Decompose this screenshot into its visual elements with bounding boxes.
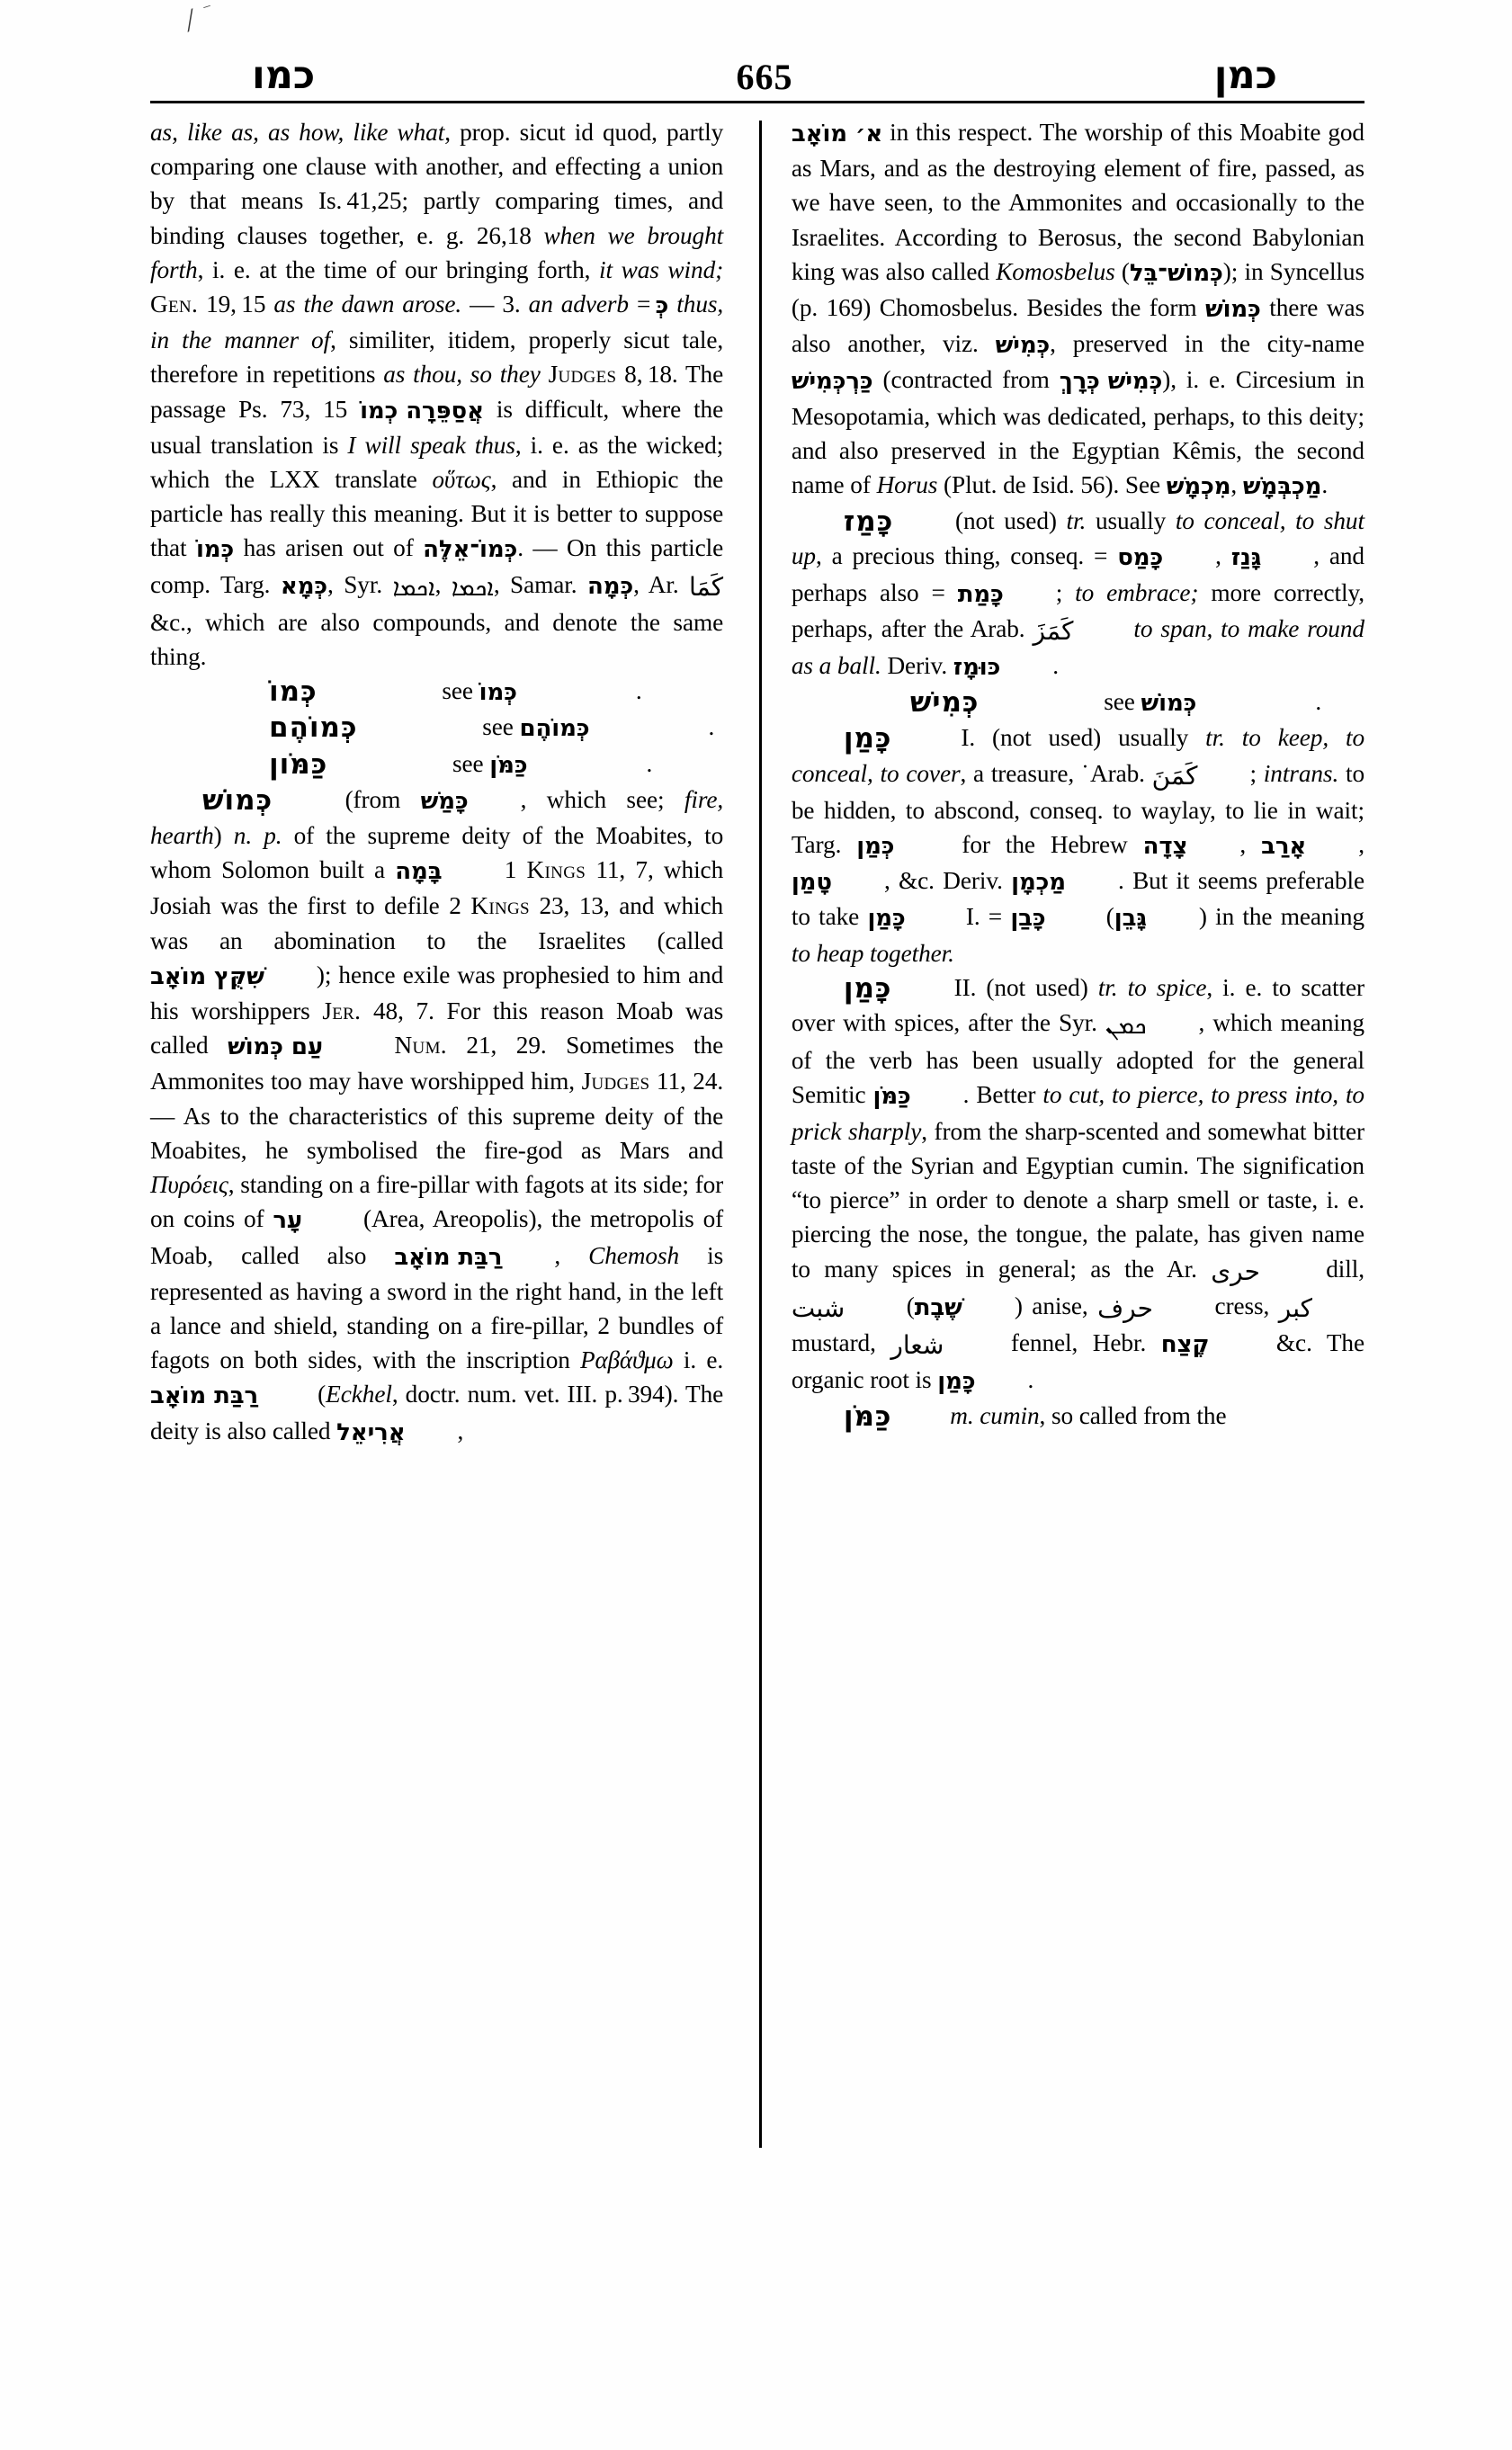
running-head-right-hebrew: כמן <box>1213 53 1277 98</box>
dictionary-entry: כָּמַן II. (not used) tr. to spice, i. e. to scatter over with spices, after the Syr. ܟܡܢ , which meaning of the verb has been usually adopted for the general Semitic כַּמֹּן . Better to cut, to pierce, to press into, to prick sharply, from the sharp-scented and somewhat bitter taste of the Syrian and Egyptian cumin. The signification “to pierce” in order to denote a sharp smell or taste, i. e. piercing the nose, the tongue, the palate, has given name to many spices in general; as the Ar. حرى dill, شبت (שֶׁבֶת ) anise, حرف cress, كبر mustard, شعار fennel, Hebr. קֶצַח &c. The organic root is כָּמַן . <box>791 971 1364 1396</box>
two-column-body <box>150 115 1364 2400</box>
dictionary-entry: כַּמֹּן m. cumin, so called from the <box>843 1400 1227 1434</box>
right-column <box>786 115 1364 2400</box>
dictionary-paragraph: א׳ מוֹאָב in this respect. The worship of this Moabite god as Mars, and as the destroying element of fire, passed, as we have seen, to the Ammonites and occasionally to the Israelites. According to Berosus, the second Babylonian king was also called Komosbelus (כְּמוֹשׁ־בֵּל); in Syncellus (p. 169) Chomosbelus. Besides the form כְּמוֹשׁ there was also another, viz. כְּמִישׁ, preserved in the city-name כַּרְכְּמִישׁ (contracted from כְּמִישׁ כְּרָךְ), i. e. Circesium in Mesopotamia, which was dedicated, perhaps, to this deity; and also preserved in the Egyptian Kêmis, the second name of Horus (Plut. de Isid. 56). See מִכְמָשׁ, מַכְבְּמָשׁ. <box>791 119 1364 501</box>
running-head <box>153 40 1363 98</box>
dictionary-paragraph: as, like as, as how, like what, prop. sicut id quod, partly comparing one clause with another, and effecting a union by that means Is. 41,25; partly comparing times, and binding clauses together, e. g. 26,18 when we brought forth, i. e. at the time of our bringing forth, it was wind; Gen. 19, 15 as the dawn arose. — 3. an adverb = כְּ thus, in the manner of, similiter, itidem, properly sicut tale, therefore in repetitions as thou, so they Judges 8, 18. The passage Ps. 73, 15 אֲסַפֵּרָה כְמוֹ is difficult, where the usual translation is I will speak thus, i. e. as the wicked; which the LXX translate οὕτως, and in Ethiopic the particle has really this meaning. But it is better to suppose that כְּמוֹ has arisen out of כְּמוֹ־אֵלֶּה. — On this particle comp. Targ. כְּמָא, Syr. ܐܟܡܐ, ܐܟܡܐ, Samar. כְּמָה, Ar. كَمَا &c., which are also compounds, and denote the same thing. <box>150 119 724 671</box>
column-divider-rule <box>759 121 762 2148</box>
left-column <box>150 115 734 2400</box>
dictionary-entry: כְּמִישׁ see כְּמוֹשׁ . <box>909 686 1322 720</box>
dictionary-entry: כַּמֹּון see כַּמֹּן . <box>269 747 653 781</box>
header-divider-rule <box>150 101 1364 103</box>
page-number: 665 <box>736 57 793 97</box>
dictionary-entry: כָּמַן I. (not used) usually tr. to keep, to conceal, to cover, a treasure, ˙Arab. كَمَنَ ; intrans. to be hidden, to abscond, conseq. to waylay, to lie in wait; Targ. כְּמַן for the Hebrew צָדָה , אָרַב , טָמַן , &c. Deriv. מַכְמָן . But it seems preferable to take כָּמַן I. = כָּבַן (גָּבֵן ) in the meaning to heap together. <box>791 722 1364 967</box>
dictionary-entry: כְּמוֹשׁ (from כָּמַשׁ , which see; fire, hearth) n. p. of the supreme deity of the Moabites, to whom Solomon built a בָּמָה 1 Kings 11, 7, which Josiah was the first to defile 2 Kings 23, 13, and which was an abomination to the Israelites (called שִׁקֻּץ מוֹאָב ); hence exile was prophesied to him and his worshippers Jer. 48, 7. For this reason Moab was called עַם כְּמוֹשׁ Num. 21, 29. Sometimes the Ammonites too may have worshipped him, Judges 11, 24. — As to the characteristics of this supreme deity of the Moabites, he symbolised the fire-god as Mars and Πυρόεις, standing on a fire-pillar with fagots at its side; for on coins of עָר (Area, Areopolis), the metropolis of Moab, called also רַבַּת מוֹאָב , Chemosh is represented as having a sword in the right hand, in the left a lance and shield, standing on a fire-pillar, 2 bundles of fagots on both sides, with the inscription Ραβάϑμω i. e. רַבַּת מוֹאָב (Eckhel, doctr. num. vet. III. p. 394). The deity is also called אֲרִיאֵל , <box>150 783 724 1446</box>
dictionary-entry: כָּמַז (not used) tr. usually to conceal, to shut up, a precious thing, conseq. = כָּמַס , גָּנַז , and perhaps also = כָּמַת ; to embrace; more correctly, perhaps, after the Arab. كَمَزَ to span, to make round as a ball. Deriv. כּוּמָז . <box>791 505 1364 682</box>
column-gutter <box>734 115 786 2400</box>
dictionary-entry: כְּמוֹ see כְּמוֹ . <box>269 675 642 709</box>
running-head-left-hebrew: כמו <box>252 53 316 98</box>
dictionary-entry: כְּמוֹהֶם see כְּמוֹהֶם . <box>269 711 715 745</box>
scan-artifact: ╱ ‾ <box>182 3 219 32</box>
